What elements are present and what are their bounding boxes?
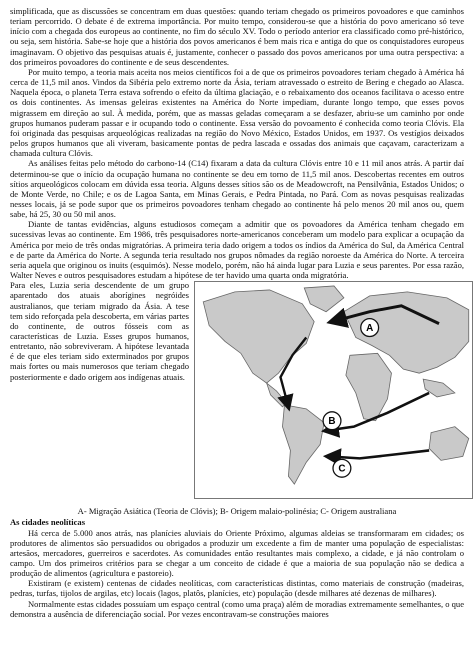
map-label-a-text: A [366, 323, 374, 335]
paragraph-7: Existiram (e existem) centenas de cidades neolíticas, com características distintas, como materiais de construção (madeiras, pedras, turfas, tijolos de argilas, etc) locais (lagos, platôs, planícies, etc) população (desde milhares até dezenas de milhares). [10, 578, 464, 599]
paragraph-1: simplificada, que as discussões se concentram em duas questões: quando teriam chegado os primeiros povoadores e que caminhos teriam percorrido. O debate é de extrema importância. Por muito tempo, considerou-se que a história do povo americano só teve início com a chegada dos europeus ao continente, no fim do século XV. Todo o período anterior era classificado como pré-histórico, ou seja, sem história. Sabe-se hoje que a história dos povos americanos é bem mais rica e antiga do que os conquistadores europeus imaginavam. O objetivo das pesquisas atuais é, justamente, conhecer o passado dos povos americanos por uma outra perspectiva: a dos primeiros povoadores do continente e de seus descendentes. [10, 6, 464, 67]
paragraph-6: Há cerca de 5.000 anos atrás, nas planícies aluviais do Oriente Próximo, algumas aldeias se transformaram em cidades; os produtores de alimentos são persuadidos ou obrigados a produzir um excedente a fim de manter uma população de especialistas: artesãos, mercadores, guerreiros e sacerdotes. As comunidades então resultantes mais complexo, a cidade, e já não controlam o campo. Um dos primeiros critérios para se chegar a um conceito de cidade é que a maioria de sua população não se dedica a produção de alimentos (agricultura e pastoreio). [10, 527, 464, 579]
map-label-c-text: C [338, 463, 346, 475]
map-label-a [361, 319, 379, 337]
map-label-c [333, 460, 351, 478]
paragraph-3: As análises feitas pelo método do carbono-14 (C14) fixaram a data da cultura Clóvis entre 10 e 11 mil anos atrás. A partir daí determinou-se que o início da ocupação humana no continente se deu em torno de 11,5 mil anos. Descobertas recentes em outros sítios arqueológicos colocam em dúvida essa teoria. Alguns desses sítios são os de Meadowcroft, na Pensilvânia, Estados Unidos; o de Monte Verde, no Chile; e os de Lagoa Santa, em Minas Gerais, e Pedra Pintada, no Pará. Com as novas pesquisas realizadas nesses locais, já se pode supor que os primeiros povoadores tenham chegado ao continente há pelo menos 20 mil anos ou, quem sabe, há 25, 30 ou 50 mil anos. [10, 158, 464, 220]
paragraph-4: Diante de tantas evidências, alguns estudiosos começam a admitir que os povoadores da América tenham chegado em sucessivas levas ao continente. Em 1986, três pesquisadores norte-americanos conceberam um modelo para explicar a ocupação da América por meio de três ondas migratórias. A primeira teria dado origem a todos os índios da América do Sul, da América Central e de parte da América do Norte. A segunda teria resultado nos grupos nômades da região noroeste da América do Norte. A terceira seria aquela que originou os inuits (esquimós). Nesse modelo, porém, não há ainda lugar para Luzia e seus parentes. Por essa razão, Walter Neves e outros pesquisadores estudam a hipótese de ter havido uma quarta onda migratória. [10, 219, 464, 281]
paragraph-5: Para eles, Luzia seria descendente de um grupo aparentado dos atuais aborígines negróides australianos, que teriam migrado da Ásia. A tese tem sido reforçada pela descoberta, em várias partes do continente, de outros fósseis com as características de Luzia. Esses grupos humanos, entretanto, não sobreviveram. A hipótese levantada é de que eles teriam sido exterminados por grupos mais fortes ou mais numerosos que teriam chegado posteriormente e dado origem aos indígenas atuais. [10, 280, 189, 382]
paragraph-2: Por muito tempo, a teoria mais aceita nos meios científicos foi a de que os primeiros povoadores teriam chegado à América há cerca de 11,5 mil anos. Vindos da Sibéria pelo extremo norte da Ásia, teriam atravessado o estreito de Bering e chegado ao Alasca. Naquela época, o planeta Terra estava sofrendo o efeito da última glaciação, e o rebaixamento dos oceanos facilitava o acesso entre os dois continentes. As imensas geleiras existentes na América do Norte impediam, durante longo tempo, que esses povos migrassem em direção ao sul. À medida, porém, que as massas geladas começaram a se desfazer, abriu-se um caminho por onde grupos humanos puderam passar e ir ocupando todo o continente. Essa versão do povoamento é conhecida como teoria Clóvis. Ela foi originada das pesquisas arqueológicas realizadas na região do Novo México, Estados Unidos, em 1937. Os vestígios deixados pelos grupos humanos que ali viveram, basicamente pontas de pedra lascada e ossadas dos animais que caçavam, caracterizam a chamada cultura Clóvis. [10, 66, 464, 159]
figure-block [10, 280, 464, 506]
map-label-b-text: B [328, 416, 336, 428]
map-label-b [323, 412, 341, 430]
map-caption: A- Migração Asiática (Teoria de Clóvis); B- Origem malaio-polinésia; C- Origem australiana [77, 506, 397, 517]
migration-map [194, 281, 473, 499]
paragraph-8: Normalmente estas cidades possuíam um espaço central (como uma praça) além de moradias extremamente semelhantes, o que demonstra a ausência de diferenciação social. Por vezes encontravam-se construções maiores [10, 598, 464, 619]
section-heading: As cidades neolíticas [10, 517, 86, 528]
